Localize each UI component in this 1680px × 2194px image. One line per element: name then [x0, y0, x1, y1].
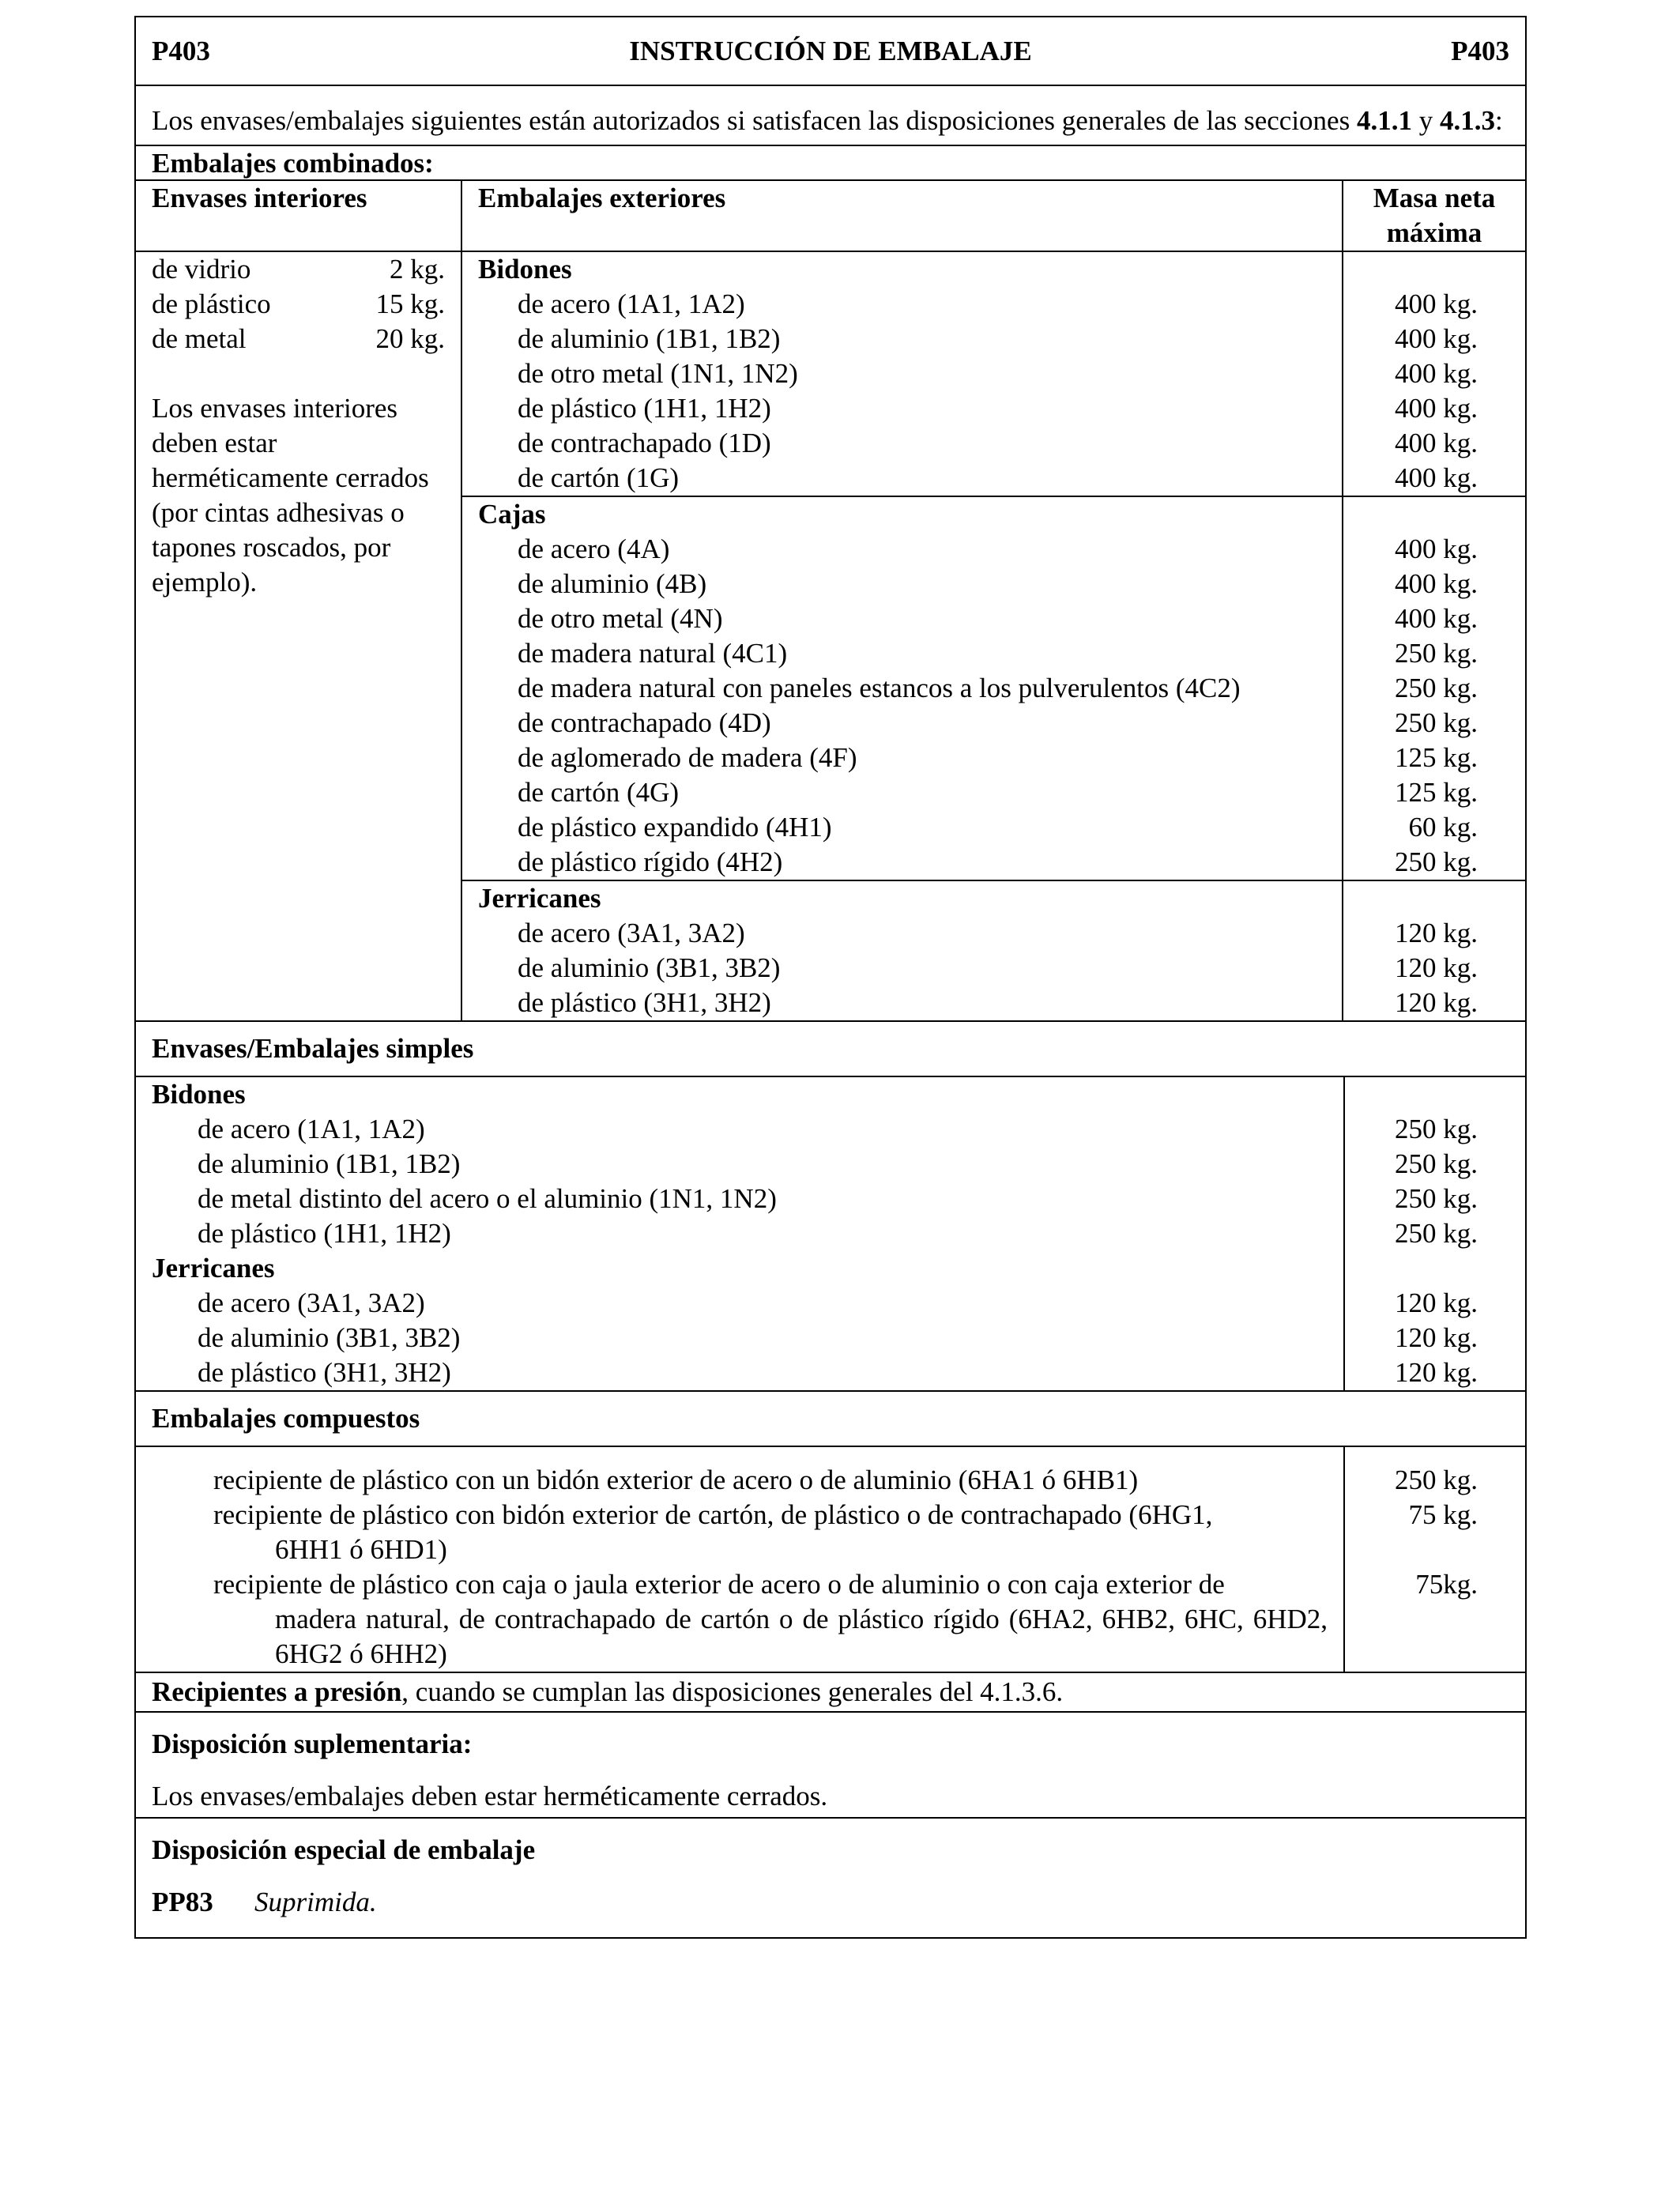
outer-item-mass: 400 kg. [1395, 428, 1478, 458]
outer-group-masses [1343, 497, 1525, 880]
outer-group-items [462, 497, 1343, 880]
outer-item-label: de contrachapado (4D) [518, 707, 771, 738]
inner-item-amount: 15 kg. [375, 288, 445, 319]
simple-group-title: Jerricanes [152, 1253, 275, 1284]
outer-item-label: de plástico expandido (4H1) [518, 812, 832, 843]
simple-item-mass: 250 kg. [1395, 1148, 1478, 1179]
supplementary-provision [136, 1713, 1525, 1819]
composite-item-line1: recipiente de plástico con bidón exterior de cartón, de plástico o de contrachapado (6HG1, [213, 1499, 1213, 1530]
composite-item-mass: 250 kg. [1395, 1465, 1478, 1495]
outer-group [462, 252, 1525, 497]
outer-item-label: de plástico (1H1, 1H2) [518, 393, 771, 424]
composite-item-line1: recipiente de plástico con un bidón exterior de acero o de aluminio (6HA1 ó 6HB1) [213, 1465, 1139, 1495]
outer-item-label: de madera natural con paneles estancos a los pulverulentos (4C2) [518, 673, 1241, 703]
simple-item-label: de aluminio (3B1, 3B2) [198, 1322, 461, 1353]
mass-spacer [1343, 252, 1525, 287]
composite-item [152, 1463, 1328, 1498]
pressure-row: Recipientes a presión, cuando se cumplan las disposiciones generales del 4.1.3.6. [136, 1673, 1525, 1713]
mass-spacer [1343, 881, 1525, 916]
simple-title: Envases/Embalajes simples [136, 1022, 1525, 1077]
simple-masses [1345, 1077, 1525, 1390]
inner-item-amount: 2 kg. [390, 254, 445, 285]
page-title: INSTRUCCIÓN DE EMBALAJE [629, 35, 1032, 66]
outer-item-mass: 120 kg. [1395, 918, 1478, 948]
inner-item-label: de metal [152, 323, 247, 354]
composite-items [136, 1447, 1345, 1672]
outer-item-label: de plástico (3H1, 3H2) [518, 987, 771, 1018]
simple-group-title: Bidones [152, 1079, 246, 1110]
inner-item-label: de plástico [152, 288, 271, 319]
combined-title: Embalajes combinados: [136, 146, 1525, 181]
outer-item-label: de aluminio (3B1, 3B2) [518, 952, 781, 983]
outer-item-label: de acero (4A) [518, 533, 670, 564]
outer-item-label: de otro metal (4N) [518, 603, 723, 634]
col-outer-header: Embalajes exteriores [462, 181, 1343, 251]
outer-item-label: de madera natural (4C1) [518, 638, 788, 669]
outer-item-label: de otro metal (1N1, 1N2) [518, 358, 798, 389]
outer-item-mass: 400 kg. [1395, 462, 1478, 493]
simple-item-mass: 120 kg. [1395, 1322, 1478, 1353]
outer-item-mass: 400 kg. [1395, 288, 1478, 319]
outer-group-title: Jerricanes [478, 883, 601, 914]
simple-item-label: de metal distinto del acero o el aluminio (1N1, 1N2) [198, 1183, 777, 1214]
simple-item-label: de acero (1A1, 1A2) [198, 1114, 425, 1144]
outer-item-label: de acero (1A1, 1A2) [518, 288, 745, 319]
composite-item-line1: recipiente de plástico con caja o jaula exterior de acero o de aluminio o con caja exterior de [213, 1569, 1225, 1600]
special-title: Disposición especial de embalaje [152, 1834, 536, 1865]
outer-item-mass: 400 kg. [1395, 533, 1478, 564]
outer-group-masses [1343, 881, 1525, 1020]
packing-instruction-table [134, 16, 1527, 1939]
outer-item-mass: 400 kg. [1395, 358, 1478, 389]
outer-item-mass: 400 kg. [1395, 568, 1478, 599]
header-code-left: P403 [152, 35, 210, 66]
intro-text: Los envases/embalajes siguientes están autorizados si satisfacen las disposiciones generales de las secciones 4.1.1 y 4.1.3: [136, 86, 1525, 146]
simple-items [136, 1077, 1345, 1390]
simple-item-label: de plástico (3H1, 3H2) [198, 1357, 451, 1388]
simple-item-label: de plástico (1H1, 1H2) [198, 1218, 451, 1249]
mass-spacer [1345, 1077, 1525, 1112]
inner-item [136, 252, 461, 287]
inner-item-label: de vidrio [152, 254, 251, 285]
simple-item-mass: 120 kg. [1395, 1357, 1478, 1388]
header-code-right: P403 [1451, 35, 1509, 66]
header-row [136, 17, 1525, 86]
simple-item-label: de aluminio (1B1, 1B2) [198, 1148, 461, 1179]
outer-groups [462, 252, 1525, 1020]
outer-item-label: de acero (3A1, 3A2) [518, 918, 745, 948]
combined-column-headers [136, 181, 1525, 252]
mass-spacer [1345, 1251, 1525, 1286]
mass-spacer [1343, 497, 1525, 532]
outer-item-mass: 120 kg. [1395, 952, 1478, 983]
combined-body [136, 252, 1525, 1020]
inner-note: Los envases interiores deben estar herméticamente cerrados (por cintas adhesivas o tapones roscados, por ejemplo). [152, 393, 429, 598]
special-provision [136, 1819, 1525, 1937]
composite-section [136, 1447, 1525, 1673]
col-inner-header: Envases interiores [136, 181, 462, 251]
outer-group-title: Cajas [478, 499, 546, 530]
simple-item-mass: 250 kg. [1395, 1218, 1478, 1249]
outer-item-label: de cartón (1G) [518, 462, 680, 493]
outer-group [462, 881, 1525, 1020]
combined-section [136, 181, 1525, 1022]
outer-group-masses [1343, 252, 1525, 496]
outer-item-label: de aglomerado de madera (4F) [518, 742, 857, 773]
composite-title: Embalajes compuestos [136, 1392, 1525, 1447]
inner-packagings [136, 252, 462, 1020]
outer-item-mass: 120 kg. [1395, 987, 1478, 1018]
outer-item-mass: 400 kg. [1395, 393, 1478, 424]
col-mass-header: Masa neta máxima [1373, 183, 1496, 248]
outer-item-label: de plástico rígido (4H2) [518, 846, 783, 877]
outer-item-label: de aluminio (4B) [518, 568, 707, 599]
outer-item-mass: 250 kg. [1395, 673, 1478, 703]
outer-item-mass: 125 kg. [1395, 742, 1478, 773]
outer-group-items [462, 252, 1343, 496]
simple-item-label: de acero (3A1, 3A2) [198, 1287, 425, 1318]
outer-item-mass: 250 kg. [1395, 638, 1478, 669]
outer-item-label: de cartón (4G) [518, 777, 680, 808]
inner-item [136, 287, 461, 322]
outer-item-mass: 125 kg. [1395, 777, 1478, 808]
outer-item-label: de contrachapado (1D) [518, 428, 771, 458]
outer-group-items [462, 881, 1343, 1020]
composite-item [152, 1498, 1328, 1567]
outer-item-mass: 250 kg. [1395, 846, 1478, 877]
outer-group-title: Bidones [478, 254, 572, 285]
composite-item-mass: 75kg. [1415, 1569, 1478, 1600]
outer-item-mass: 60 kg. [1408, 812, 1478, 843]
inner-item-amount: 20 kg. [375, 323, 445, 354]
composite-item-line2: madera natural, de contrachapado de cartón o de plástico rígido (6HA2, 6HB2, 6HC, 6HD2, 6HG2 ó 6HH2) [275, 1604, 1328, 1669]
composite-item-mass: 75 kg. [1408, 1499, 1478, 1530]
outer-group [462, 497, 1525, 881]
composite-masses [1345, 1447, 1525, 1672]
composite-item-line2: 6HH1 ó 6HD1) [275, 1534, 447, 1565]
supplementary-title: Disposición suplementaria: [152, 1728, 473, 1759]
composite-item [152, 1567, 1328, 1672]
simple-item-mass: 120 kg. [1395, 1287, 1478, 1318]
simple-section [136, 1077, 1525, 1392]
outer-item-mass: 250 kg. [1395, 707, 1478, 738]
outer-item-mass: 400 kg. [1395, 323, 1478, 354]
outer-item-label: de aluminio (1B1, 1B2) [518, 323, 781, 354]
inner-item [136, 322, 461, 356]
supplementary-text: Los envases/embalajes deben estar herméticamente cerrados. [152, 1781, 828, 1811]
special-text: Suprimida. [254, 1887, 377, 1917]
simple-item-mass: 250 kg. [1395, 1114, 1478, 1144]
simple-item-mass: 250 kg. [1395, 1183, 1478, 1214]
special-code: PP83 [152, 1887, 213, 1917]
outer-item-mass: 400 kg. [1395, 603, 1478, 634]
